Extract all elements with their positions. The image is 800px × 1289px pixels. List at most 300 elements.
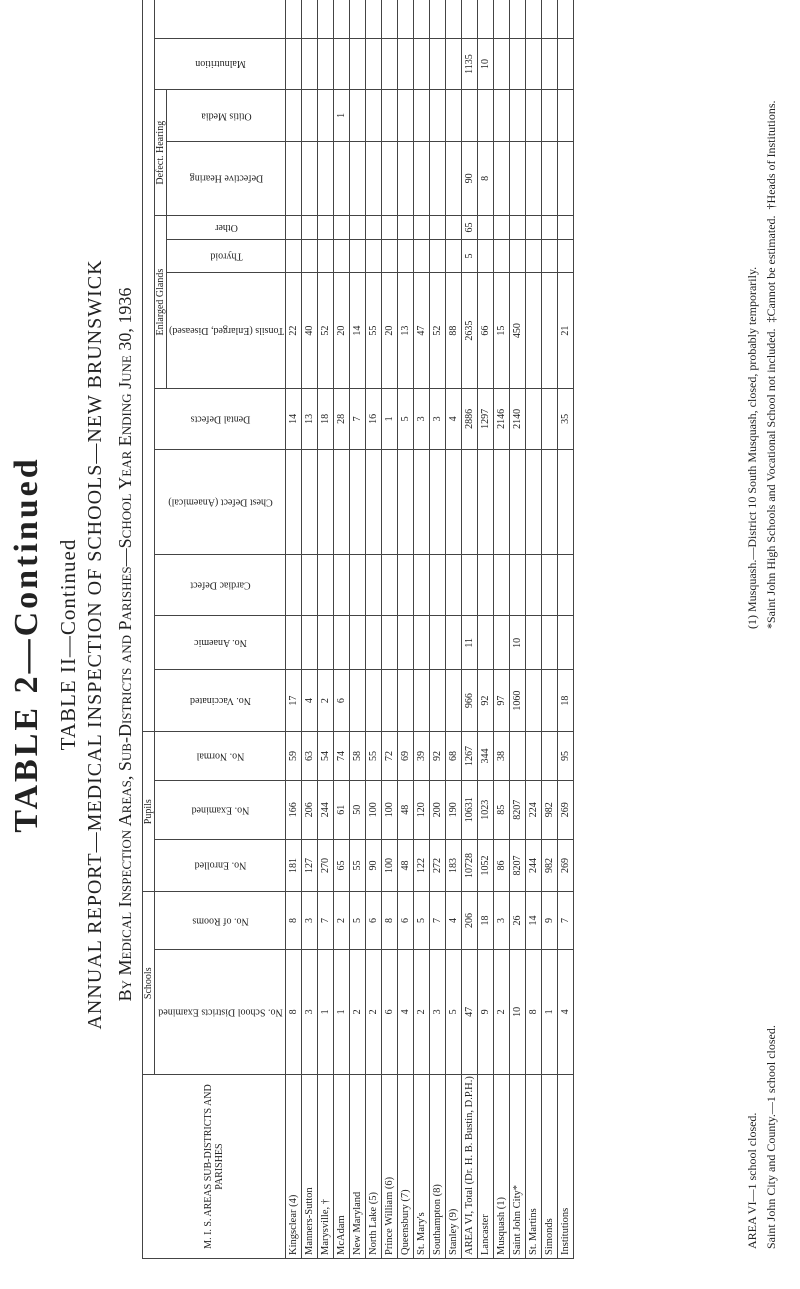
table-cell: 6 [398,892,414,949]
table-cell [510,141,526,216]
table-cell [286,616,302,670]
table-cell [510,555,526,616]
table-cell [494,90,510,141]
row-label: St. Martins [526,1075,542,1259]
table-row [302,0,318,1259]
table-cell [398,141,414,216]
table-cell: 74 [334,732,350,781]
table-cell: 181 [286,839,302,892]
table-cell: 344 [478,732,494,781]
table-cell [366,38,382,90]
table-cell: 48 [398,839,414,892]
table-cell [398,616,414,670]
table-cell: 6 [382,949,398,1074]
table-cell [414,670,430,732]
table-cell [478,616,494,670]
table-cell: 120 [414,780,430,839]
table-cell: 269 [558,839,574,892]
footnote-saint-john: Saint John City and County.—1 school closed. [764,1025,778,1249]
row-label: Lancaster [478,1075,494,1259]
table-cell: 8 [286,892,302,949]
table-cell [350,141,366,216]
table-cell [414,555,430,616]
table-row [414,0,430,1259]
table-cell: 244 [318,780,334,839]
table-cell: 59 [286,732,302,781]
table-cell [542,273,558,389]
table-cell [334,216,350,240]
table-cell: 982 [542,839,558,892]
table-cell [446,616,462,670]
table-cell [350,216,366,240]
table-cell: 200 [430,780,446,839]
table-cell: 1 [318,949,334,1074]
table-cell [366,616,382,670]
table-cell [542,389,558,450]
table-cell: 10728 [462,839,478,892]
table-cell: 1267 [462,732,478,781]
table-cell: 92 [430,732,446,781]
table-cell [414,239,430,272]
table-cell [526,90,542,141]
table-cell [430,141,446,216]
row-label: Saint John City* [510,1075,526,1259]
table-cell [446,216,462,240]
table-continued: TABLE II—Continued [56,538,80,751]
footnote-area-vi: AREA VI—1 school closed. [745,1112,759,1249]
table-cell [494,616,510,670]
table-cell [542,90,558,141]
row-label: Musquash (1) [494,1075,510,1259]
table-cell: 72 [382,732,398,781]
table-cell: 68 [446,732,462,781]
table-cell [542,216,558,240]
table-cell [302,90,318,141]
table-cell: 28 [334,389,350,450]
table-cell [558,449,574,554]
row-label: Prince William (6) [382,1075,398,1259]
table-cell [318,38,334,90]
table-cell: 47 [462,949,478,1074]
table-cell: 10 [510,949,526,1074]
table-cell [542,616,558,670]
group-enlarged-glands: Enlarged Glands [155,216,167,389]
table-cell [286,239,302,272]
table-cell [366,239,382,272]
table-cell: 450 [510,273,526,389]
table-cell: 40 [302,273,318,389]
table-cell [478,0,494,38]
table-cell: 2 [494,949,510,1074]
table-cell [414,141,430,216]
table-cell: 69 [398,732,414,781]
col-mental [155,0,286,38]
table-row [350,0,366,1259]
table-cell [382,216,398,240]
table-cell [558,216,574,240]
table-cell [478,239,494,272]
table-cell: 86 [494,839,510,892]
table-cell [430,216,446,240]
table-cell [526,555,542,616]
table-cell: 100 [382,839,398,892]
table-cell [350,90,366,141]
table-cell: 90 [366,839,382,892]
table-cell: 65 [334,839,350,892]
table-cell: 4 [446,892,462,949]
table-cell [302,239,318,272]
table-cell: 85 [494,780,510,839]
table-cell: 18 [318,389,334,450]
table-cell [286,555,302,616]
table-cell [510,216,526,240]
table-cell [558,239,574,272]
row-label: North Lake (5) [366,1075,382,1259]
table-cell [302,555,318,616]
table-cell [414,0,430,38]
table-cell: 5 [350,892,366,949]
table-cell: 26 [510,892,526,949]
table-cell [446,449,462,554]
table-cell [558,90,574,141]
table-cell: 39 [414,732,430,781]
table-cell [382,141,398,216]
col-enrolled: No. Enrolled [155,839,286,892]
table-cell [542,0,558,38]
row-label: McAdam [334,1075,350,1259]
table-cell [382,449,398,554]
table-cell [382,616,398,670]
table-cell: 3 [302,892,318,949]
table-cell [302,141,318,216]
table-cell [286,449,302,554]
table-cell [510,239,526,272]
table-cell: 14 [350,273,366,389]
table-cell [542,449,558,554]
table-cell: 183 [446,839,462,892]
table-cell [286,0,302,38]
table-cell [510,38,526,90]
table-cell [366,141,382,216]
table-cell: 21 [558,273,574,389]
table-cell [382,38,398,90]
table-cell: 1052 [478,839,494,892]
table-cell: 55 [366,273,382,389]
table-cell [414,449,430,554]
table-row [478,0,494,1259]
row-label: Kingsclear (4) [286,1075,302,1259]
table-cell: 1 [334,949,350,1074]
table-cell [382,555,398,616]
table-cell [302,216,318,240]
table-cell [334,555,350,616]
table-cell [478,216,494,240]
table-cell [526,141,542,216]
table-row [430,0,446,1259]
table-cell [350,555,366,616]
column-header-area: M. I. S. AREAS SUB-DISTRICTS AND PARISHES [143,1075,286,1259]
table-cell [366,670,382,732]
report-title: ANNUAL REPORT—MEDICAL INSPECTION OF SCHOOLS—NEW BRUNSWICK [84,259,106,1030]
table-cell [526,216,542,240]
table-cell [558,555,574,616]
table-cell [494,555,510,616]
table-row [462,0,478,1259]
table-row [446,0,462,1259]
table-cell [542,670,558,732]
table-cell [542,555,558,616]
table-cell: 10631 [462,780,478,839]
table-cell [526,0,542,38]
row-label: Southampton (8) [430,1075,446,1259]
table-cell [334,616,350,670]
table-cell [350,616,366,670]
table-cell [414,616,430,670]
table-row [526,0,542,1259]
table-cell: 5 [398,389,414,450]
table-cell [446,670,462,732]
inspection-table [142,0,574,1259]
table-cell [526,449,542,554]
col-vaccinated: No. Vaccinated [155,670,286,732]
table-cell [430,90,446,141]
table-cell [446,0,462,38]
table-cell [558,38,574,90]
table-cell [510,449,526,554]
table-cell [334,0,350,38]
group-header-row [143,0,155,1259]
table-cell [462,0,478,38]
table-cell: 18 [478,892,494,949]
table-cell [542,141,558,216]
table-cell: 166 [286,780,302,839]
table-cell: 1297 [478,389,494,450]
table-cell: 2886 [462,389,478,450]
table-cell [430,616,446,670]
table-cell: 7 [350,389,366,450]
table-cell: 2 [334,892,350,949]
table-cell: 9 [478,949,494,1074]
table-cell [350,239,366,272]
table-cell [318,616,334,670]
table-cell: 35 [558,389,574,450]
table-cell: 65 [462,216,478,240]
table-cell [350,38,366,90]
table-cell: 48 [398,780,414,839]
table-cell [478,90,494,141]
table-cell [398,38,414,90]
table-cell [318,0,334,38]
table-cell [430,449,446,554]
col-anaemic: No. Anaemic [155,616,286,670]
table-cell [478,449,494,554]
table-cell [526,239,542,272]
table-cell: 52 [318,273,334,389]
table-cell: 2146 [494,389,510,450]
table-cell: 966 [462,670,478,732]
table-cell [334,239,350,272]
table-cell: 4 [446,389,462,450]
table-cell [526,732,542,781]
table-cell [526,616,542,670]
table-cell: 1135 [462,38,478,90]
table-cell [542,732,558,781]
table-cell: 18 [558,670,574,732]
table-cell: 16 [366,389,382,450]
row-label: New Maryland [350,1075,366,1259]
row-label: Stanley (9) [446,1075,462,1259]
table-cell [414,38,430,90]
table-cell [526,38,542,90]
col-defective-hearing: Defective Hearing [167,141,286,216]
table-cell [494,0,510,38]
table-cell [446,141,462,216]
table-cell: 13 [398,273,414,389]
table-cell: 8 [286,949,302,1074]
table-cell [398,216,414,240]
table-cell: 90 [462,141,478,216]
table-cell: 269 [558,780,574,839]
table-cell [382,670,398,732]
table-cell [398,90,414,141]
table-cell [494,239,510,272]
table-cell: 206 [302,780,318,839]
table-cell [526,389,542,450]
table-cell [382,90,398,141]
table-cell [350,0,366,38]
table-cell: 4 [558,949,574,1074]
table-cell [302,0,318,38]
table-cell [366,0,382,38]
table-cell [334,141,350,216]
table-cell: 8 [526,949,542,1074]
row-label: Queensbury (7) [398,1075,414,1259]
table-cell: 2 [414,949,430,1074]
table-cell: 7 [558,892,574,949]
table-cell: 5 [446,949,462,1074]
group-pupils: Pupils [143,732,155,892]
table-cell [494,38,510,90]
col-normal: No. Normal [155,732,286,781]
table-cell [366,90,382,141]
table-cell: 54 [318,732,334,781]
table-cell [462,90,478,141]
col-rooms: No. of Rooms [155,892,286,949]
table-row [286,0,302,1259]
table-cell: 50 [350,780,366,839]
table-cell [430,38,446,90]
col-school-districts: No. School Districts Examined [155,949,286,1074]
row-label: Simonds [542,1075,558,1259]
table-cell: 2 [350,949,366,1074]
table-cell: 88 [446,273,462,389]
table-cell [462,555,478,616]
table-cell: 3 [414,389,430,450]
table-cell: 61 [334,780,350,839]
table-cell [398,449,414,554]
table-row [366,0,382,1259]
table-number: TABLE 2—Continued [8,456,45,833]
table-cell: 982 [542,780,558,839]
table-cell [446,38,462,90]
table-row [398,0,414,1259]
table-cell: 5 [462,239,478,272]
table-cell [318,239,334,272]
table-cell: 13 [302,389,318,450]
table-cell: 100 [366,780,382,839]
table-cell: 3 [430,389,446,450]
col-glands-other: Other [167,216,286,240]
table-cell [398,239,414,272]
table-cell: 97 [494,670,510,732]
col-otitis: Otitis Media [167,90,286,141]
table-cell: 7 [430,892,446,949]
table-cell: 190 [446,780,462,839]
table-cell: 10 [510,616,526,670]
col-chest: Chest Defect (Anaemical) [155,449,286,554]
table-cell [286,38,302,90]
group-defect-hearing: Defect. Hearing [155,90,167,216]
table-cell [542,38,558,90]
table-cell: 1 [542,949,558,1074]
table-cell: 14 [286,389,302,450]
table-cell [382,239,398,272]
table-cell: 4 [398,949,414,1074]
row-label: Marysville, † [318,1075,334,1259]
table-cell [510,90,526,141]
row-label: Manners-Sutton [302,1075,318,1259]
table-cell: 2 [366,949,382,1074]
table-cell: 244 [526,839,542,892]
table-row [542,0,558,1259]
table-cell: 8207 [510,780,526,839]
table-cell [558,0,574,38]
table-cell: 6 [334,670,350,732]
table-cell: 55 [350,839,366,892]
table-cell [398,670,414,732]
table-cell [558,141,574,216]
table-cell: 122 [414,839,430,892]
table-cell: 14 [526,892,542,949]
table-cell: 3 [302,949,318,1074]
table-cell [382,0,398,38]
table-cell [334,449,350,554]
table-cell: 17 [286,670,302,732]
col-thyroid: Thyroid [167,239,286,272]
table-cell: 270 [318,839,334,892]
footnote-others: *Saint John High Schools and Vocational School not included. ‡Cannot be estimated. †Heads of Institutions. [764,100,778,629]
table-cell [494,141,510,216]
table-cell: 2 [318,670,334,732]
table-cell [302,449,318,554]
col-tonsils: Tonsils (Enlarged, Diseased) [167,273,286,389]
table-cell [350,449,366,554]
table-cell [430,555,446,616]
table-cell: 92 [478,670,494,732]
table-cell: 4 [302,670,318,732]
table-cell [430,670,446,732]
table-cell: 9 [542,892,558,949]
table-cell [430,239,446,272]
table-cell: 58 [350,732,366,781]
table-cell: 66 [478,273,494,389]
col-examined: No. Examined [155,780,286,839]
table-cell: 7 [318,892,334,949]
table-cell [542,239,558,272]
footnote-musquash: (1) Musquash.—District 10 South Musquash, closed, probably temporarily. [745,266,759,629]
table-cell [494,449,510,554]
table-cell: 8 [382,892,398,949]
